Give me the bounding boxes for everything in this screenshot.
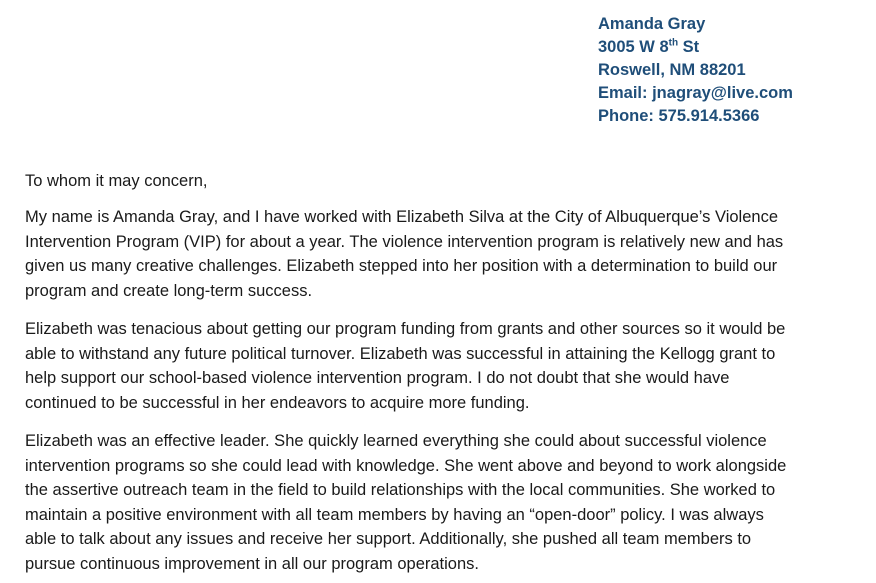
sender-street-name: St — [678, 38, 700, 56]
paragraph-line: given us many creative challenges. Elizabeth stepped into her position with a determination to build our — [25, 257, 778, 275]
paragraph-line: maintain a positive environment with all team members by having an “open-door” policy. I was always — [25, 505, 764, 524]
paragraph-line: continued to be successful in her endeavors to acquire more funding. — [25, 393, 530, 412]
paragraph-line: able to talk about any issues and receive her support. Additionally, she pushed all team members to — [25, 530, 752, 548]
paragraph-line: program and create long-term success. — [25, 281, 313, 300]
paragraph-line: able to withstand any future political turnover. Elizabeth was successful in attaining the Kellogg grant to — [25, 344, 776, 363]
sender-street-suffix: th — [668, 37, 679, 49]
sender-name: Amanda Gray — [598, 15, 706, 33]
sender-city: Roswell, NM 88201 — [598, 61, 746, 79]
sender-street-number: 3005 W 8 — [598, 38, 669, 56]
paragraph-line: Intervention Program (VIP) for about a year. The violence intervention program is relatively new and has — [25, 232, 784, 251]
paragraph-line: My name is Amanda Gray, and I have worked with Elizabeth Silva at the City of Albuquerque’s Violence — [25, 208, 778, 226]
letter-paragraph — [25, 317, 785, 415]
letter-greeting: To whom it may concern, — [25, 172, 208, 190]
paragraph-line: help support our school-based violence intervention program. I do not doubt that she would have — [25, 369, 730, 387]
paragraph-line: intervention programs so she could lead with knowledge. She went above and beyond to work alongside — [25, 456, 787, 475]
sender-address-block — [598, 13, 793, 128]
paragraph-line: Elizabeth was tenacious about getting our program funding from grants and other sources so it would be — [25, 320, 786, 338]
letter-paragraph — [25, 429, 786, 576]
paragraph-line: Elizabeth was an effective leader. She quickly learned everything she could about successful violence — [25, 432, 767, 450]
paragraph-line: pursue continuous improvement in all our program operations. — [25, 554, 479, 573]
sender-email: Email: jnagray@live.com — [598, 84, 793, 102]
sender-phone: Phone: 575.914.5366 — [598, 107, 760, 125]
sender-street — [598, 36, 793, 59]
letter-paragraph — [25, 205, 783, 303]
paragraph-line: the assertive outreach team in the field to build relationships with the local communities. She worked to — [25, 481, 776, 499]
